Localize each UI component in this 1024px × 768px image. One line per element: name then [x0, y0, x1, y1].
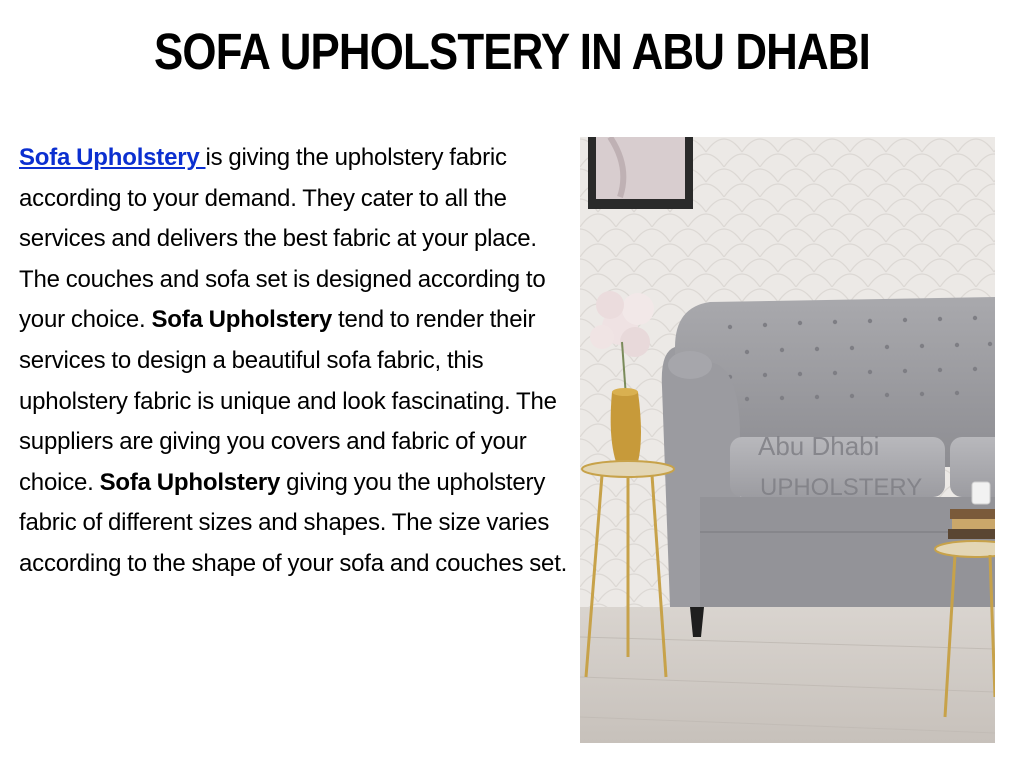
sofa-upholstery-link[interactable]: Sofa Upholstery: [19, 144, 206, 171]
slide-title: SOFA UPHOLSTERY IN ABU DHABI: [154, 23, 870, 80]
sofa-photo: [580, 137, 995, 743]
sofa-photo-illustration: [580, 137, 995, 743]
text-segment-1: is giving the upholstery fabric according to your demand. They cater to all the services and delivers the best fabric at your place. The couches and sofa set is designed according to your choice.: [19, 144, 546, 334]
watermark-line-1: Abu Dhabi: [758, 431, 880, 461]
text-segment-3: giving you the upholstery fabric of different sizes and shapes. The size varies according to the shape of your sofa and couches set.: [19, 468, 568, 577]
bold-brand-2: Sofa Upholstery: [99, 468, 281, 496]
body-paragraph: [19, 138, 579, 585]
watermark-line-2: UPHOLSTERY: [760, 474, 923, 501]
bold-brand-1: Sofa Upholstery: [151, 306, 333, 334]
text-segment-2: tend to render their services to design a beautiful sofa fabric, this upholstery fabric is unique and look fascinating. The suppliers are giving you covers and fabric of your choice.: [19, 306, 557, 496]
